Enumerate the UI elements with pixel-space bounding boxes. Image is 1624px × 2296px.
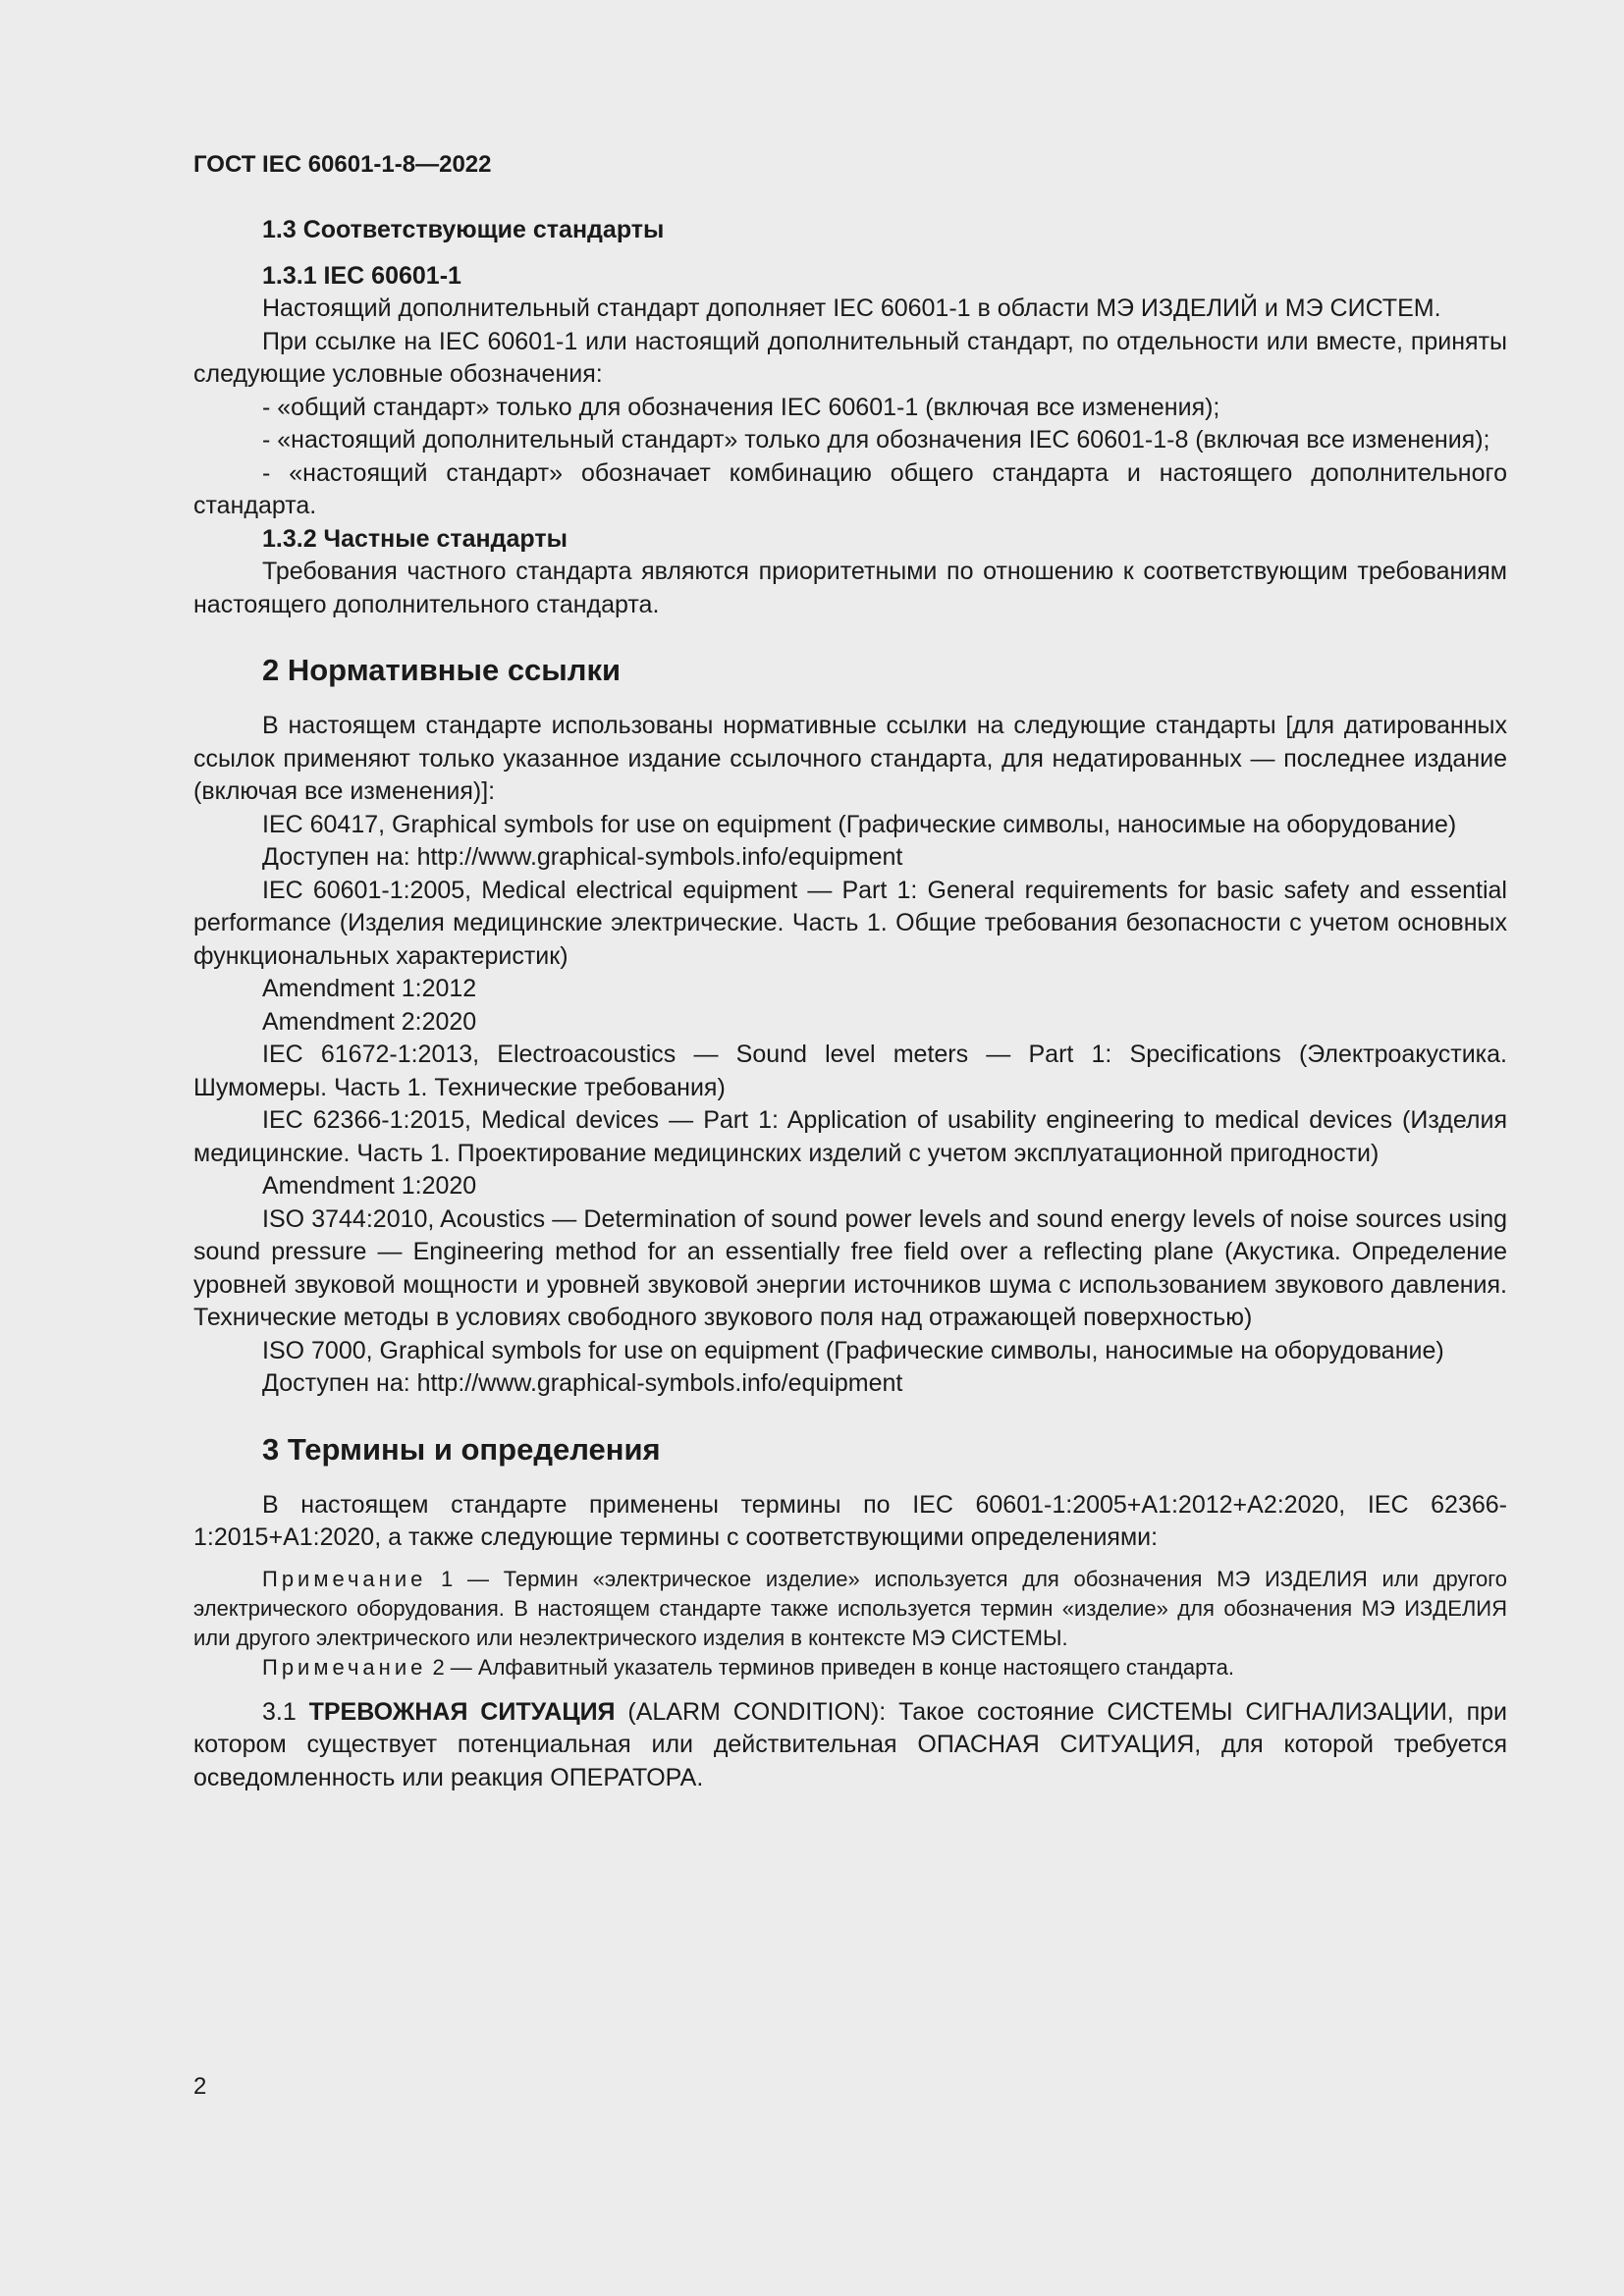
reference-item: Доступен на: http://www.graphical-symbols.info/equipment [262, 843, 903, 871]
reference-item: ISO 7000, Graphical symbols for use on equipment (Графические символы, наносимые на оборудование) [262, 1336, 1444, 1364]
section-1-3-heading: 1.3 Соответствующие стандарты [262, 216, 665, 243]
reference-item: Amendment 2:2020 [262, 1007, 477, 1036]
note-label: Примечание [262, 1654, 427, 1680]
section-3-heading: 3 Термины и определения [262, 1431, 661, 1467]
note-label: Примечание [262, 1566, 427, 1591]
paragraph: В настоящем стандарте применены термины по IEC 60601-1:2005+A1:2012+A2:2020, IEC 62366-1:2015+A1:2020, а также следующие термины с соответствующими определениями: [193, 1490, 1507, 1551]
list-item: - «настоящий стандарт» обозначает комбинацию общего стандарта и настоящего дополнительного стандарта. [193, 458, 1507, 519]
section-1-3-2-heading: 1.3.2 Частные стандарты [262, 524, 568, 553]
page-number: 2 [193, 2073, 207, 2100]
reference-item: IEC 61672-1:2013, Electroacoustics — Sound level meters — Part 1: Specifications (Электроакустика. Шумомеры. Часть 1. Технические требования) [193, 1041, 1507, 1101]
reference-item: IEC 60601-1:2005, Medical electrical equipment — Part 1: General requirements for basic safety and essential performance (Изделия медицинские электрические. Часть 1. Общие требования безопасности с учетом основных функциональных характеристик) [193, 876, 1507, 970]
reference-item: IEC 60417, Graphical symbols for use on equipment (Графические символы, наносимые на оборудование) [262, 810, 1457, 838]
term-number: 3.1 [262, 1697, 309, 1726]
document-header-title: ГОСТ IEC 60601-1-8—2022 [193, 151, 492, 178]
reference-item: Доступен на: http://www.graphical-symbols.info/equipment [262, 1369, 903, 1397]
note-1-text: 1 — Термин «электрическое изделие» используется для обозначения МЭ ИЗДЕЛИЯ или другого электрического оборудования. В настоящем стандарте также используется термин «изделие» для обозначения МЭ ИЗДЕЛИЯ или другого электрического или неэлектрического изделия в контексте МЭ СИСТЕМЫ. [193, 1566, 1507, 1650]
paragraph: В настоящем стандарте использованы нормативные ссылки на следующие стандарты [для датированных ссылок применяют только указанное издание ссылочного стандарта, для недатированных — последнее издание (включая все изменения)]: [193, 712, 1507, 805]
note-2-text: 2 — Алфавитный указатель терминов приведен в конце настоящего стандарта. [426, 1654, 1235, 1680]
paragraph: При ссылке на IEC 60601-1 или настоящий дополнительный стандарт, по отдельности или вместе, приняты следующие условные обозначения: [193, 327, 1507, 388]
note-1 [193, 1565, 1507, 1653]
reference-item: Amendment 1:2020 [262, 1172, 477, 1200]
list-item: - «настоящий дополнительный стандарт» только для обозначения IEC 60601-1-8 (включая все изменения); [262, 426, 1490, 454]
reference-item: IEC 62366-1:2015, Medical devices — Part 1: Application of usability engineering to medical devices (Изделия медицинские. Часть 1. Проектирование медицинских изделий с учетом эксплуатационной пригодности) [193, 1106, 1507, 1167]
paragraph: Требования частного стандарта являются приоритетными по отношению к соответствующим требованиям настоящего дополнительного стандарта. [193, 558, 1507, 618]
reference-item: ISO 3744:2010, Acoustics — Determination of sound power levels and sound energy levels of noise sources using sound pressure — Engineering method for an essentially free field over a reflecting plane (Акустика. Определение уровней звуковой мощности и уровней звуковой энергии источников шума с использованием звукового давления. Технические методы в условиях свободного звукового поля над отражающей поверхностью) [193, 1204, 1507, 1331]
paragraph: Настоящий дополнительный стандарт дополняет IEC 60601-1 в области МЭ ИЗДЕЛИЙ и МЭ СИСТЕМ. [262, 294, 1441, 322]
term-text: (ALARM CONDITION): Такое состояние СИСТЕМЫ СИГНАЛИЗАЦИИ, при котором существует потенциальная или действительная ОПАСНАЯ СИТУАЦИЯ, для которой требуется осведомленность или реакция ОПЕРАТОРА. [193, 1697, 1507, 1791]
list-item: - «общий стандарт» только для обозначения IEC 60601-1 (включая все изменения); [262, 393, 1220, 421]
term-definition [193, 1696, 1507, 1795]
section-2-heading: 2 Нормативные ссылки [262, 653, 622, 687]
reference-item: Amendment 1:2012 [262, 975, 477, 1002]
section-1-3-1-heading: 1.3.1 IEC 60601-1 [262, 261, 461, 290]
term-name: ТРЕВОЖНАЯ СИТУАЦИЯ [308, 1697, 616, 1726]
document-page [193, 145, 1507, 1794]
note-2 [193, 1653, 1507, 1682]
